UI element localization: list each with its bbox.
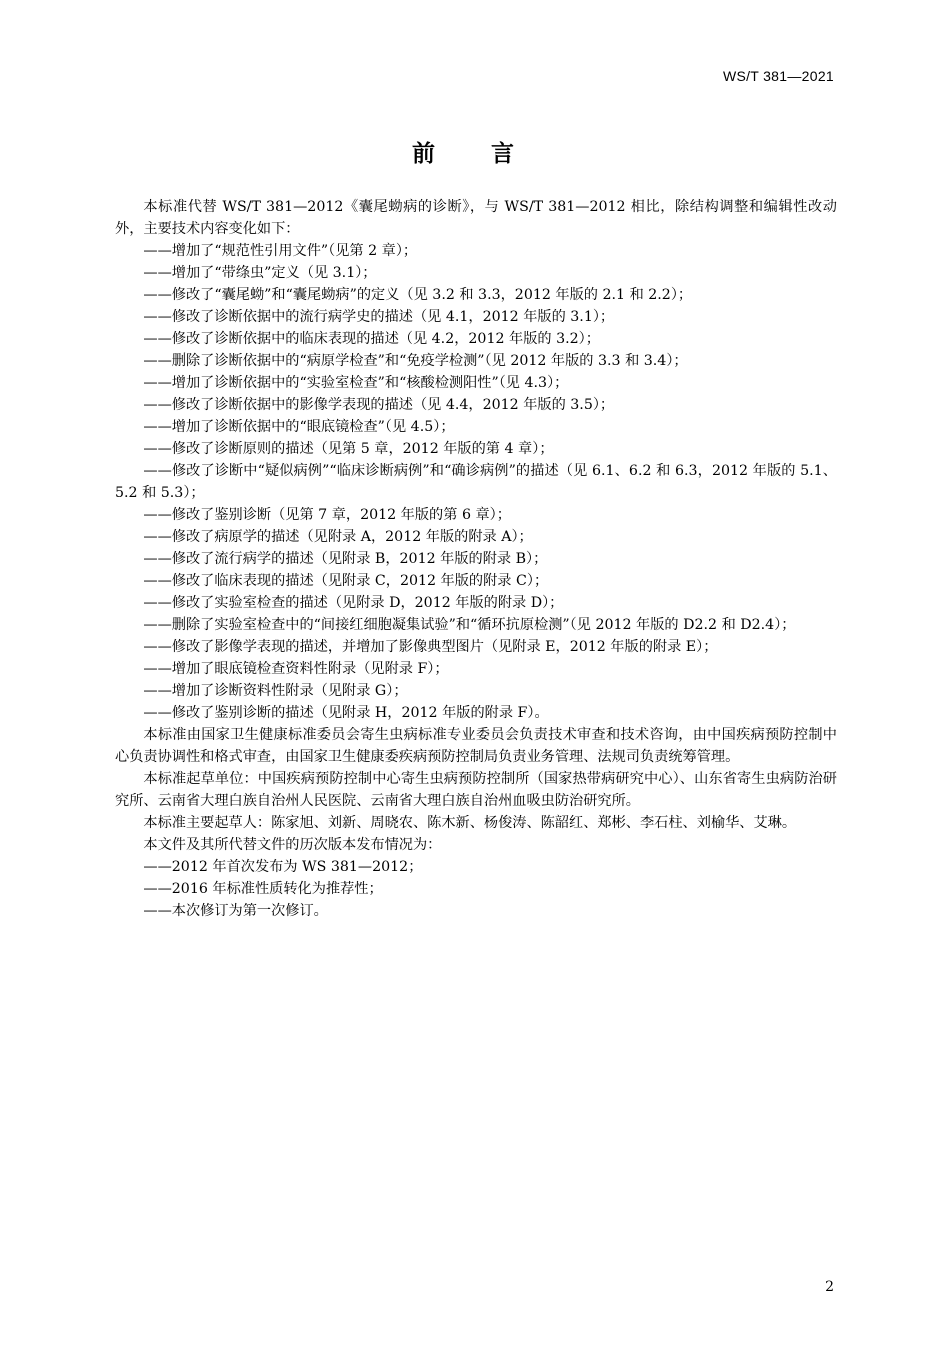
change-item: ——增加了“规范性引用文件”（见第 2 章）； [143,243,418,259]
change-item: ——修改了“囊尾蚴”和“囊尾蚴病”的定义（见 3.2 和 3.3，2012 年版的 2.1 和 2.2）； [143,287,693,303]
change-item: ——增加了诊断依据中的“实验室检查”和“核酸检测阳性”（见 4.3）； [143,375,569,391]
review-paragraph: 本标准由国家卫生健康标准委员会寄生虫病标准专业委员会负责技术审查和技术咨询，由中国疾病预防控制中心负责协调性和格式审查，由国家卫生健康委疾病预防控制局负责业务管理、法规司负责统筹管理。 [115,727,837,765]
change-item: ——修改了诊断依据中的影像学表现的描述（见 4.4，2012 年版的 3.5）； [143,397,615,413]
change-item: ——增加了眼底镜检查资料性附录（见附录 F）； [143,661,449,677]
document-body [115,196,837,922]
change-item: ——修改了临床表现的描述（见附录 C，2012 年版的附录 C）； [143,573,549,589]
document-code: WS/T 381—2021 [722,68,834,84]
change-item: ——修改了流行病学的描述（见附录 B，2012 年版的附录 B）； [143,551,548,567]
page-number: 2 [825,1279,834,1295]
history-intro-paragraph: 本文件及其所代替文件的历次版本发布情况为： [143,837,442,853]
change-item: ——增加了“带绦虫”定义（见 3.1）； [143,265,377,281]
change-item: ——增加了诊断依据中的“眼底镜检查”（见 4.5）； [143,419,455,435]
page-title: 前 言 [411,141,538,167]
change-item: ——修改了实验室检查的描述（见附录 D，2012 年版的附录 D）； [143,595,564,611]
change-item: ——修改了诊断依据中的流行病学史的描述（见 4.1，2012 年版的 3.1）； [143,309,615,325]
change-item: ——修改了诊断依据中的临床表现的描述（见 4.2，2012 年版的 3.2）； [143,331,600,347]
drafters-paragraph: 本标准主要起草人：陈家旭、刘新、周晓农、陈木新、杨俊涛、陈韶红、郑彬、李石柱、刘榆华、艾琳。 [143,815,797,831]
intro-paragraph: 本标准代替 WS/T 381—2012《囊尾蚴病的诊断》，与 WS/T 381—2012 相比，除结构调整和编辑性改动外，主要技术内容变化如下： [115,199,837,237]
change-item: ——修改了诊断中“疑似病例”“临床诊断病例”和“确诊病例”的描述（见 6.1、6.2 和 6.3，2012 年版的 5.1、5.2 和 5.3）； [115,463,837,501]
change-item: ——修改了鉴别诊断的描述（见附录 H，2012 年版的附录 F）。 [143,705,549,721]
history-item: ——本次修订为第一次修订。 [143,903,328,919]
change-item: ——修改了影像学表现的描述，并增加了影像典型图片（见附录 E，2012 年版的附录 E）； [143,639,718,655]
change-item: ——删除了实验室检查中的“间接红细胞凝集试验”和“循环抗原检测”（见 2012 年版的 D2.2 和 D2.4）； [143,617,796,633]
history-item: ——2012 年首次发布为 WS 381—2012； [143,859,423,875]
change-item: ——修改了病原学的描述（见附录 A，2012 年版的附录 A）； [143,529,533,545]
drafting-units-paragraph: 本标准起草单位：中国疾病预防控制中心寄生虫病预防控制所（国家热带病研究中心）、山东省寄生虫病防治研究所、云南省大理白族自治州人民医院、云南省大理白族自治州血吸虫防治研究所。 [115,771,837,809]
change-item: ——增加了诊断资料性附录（见附录 G）； [143,683,408,699]
history-item: ——2016 年标准性质转化为推荐性； [143,881,383,897]
change-item: ——修改了鉴别诊断（见第 7 章，2012 年版的第 6 章）； [143,507,511,523]
change-item: ——删除了诊断依据中的“病原学检查”和“免疫学检测”（见 2012 年版的 3.3 和 3.4）； [143,353,688,369]
change-item: ——修改了诊断原则的描述（见第 5 章，2012 年版的第 4 章）； [143,441,554,457]
